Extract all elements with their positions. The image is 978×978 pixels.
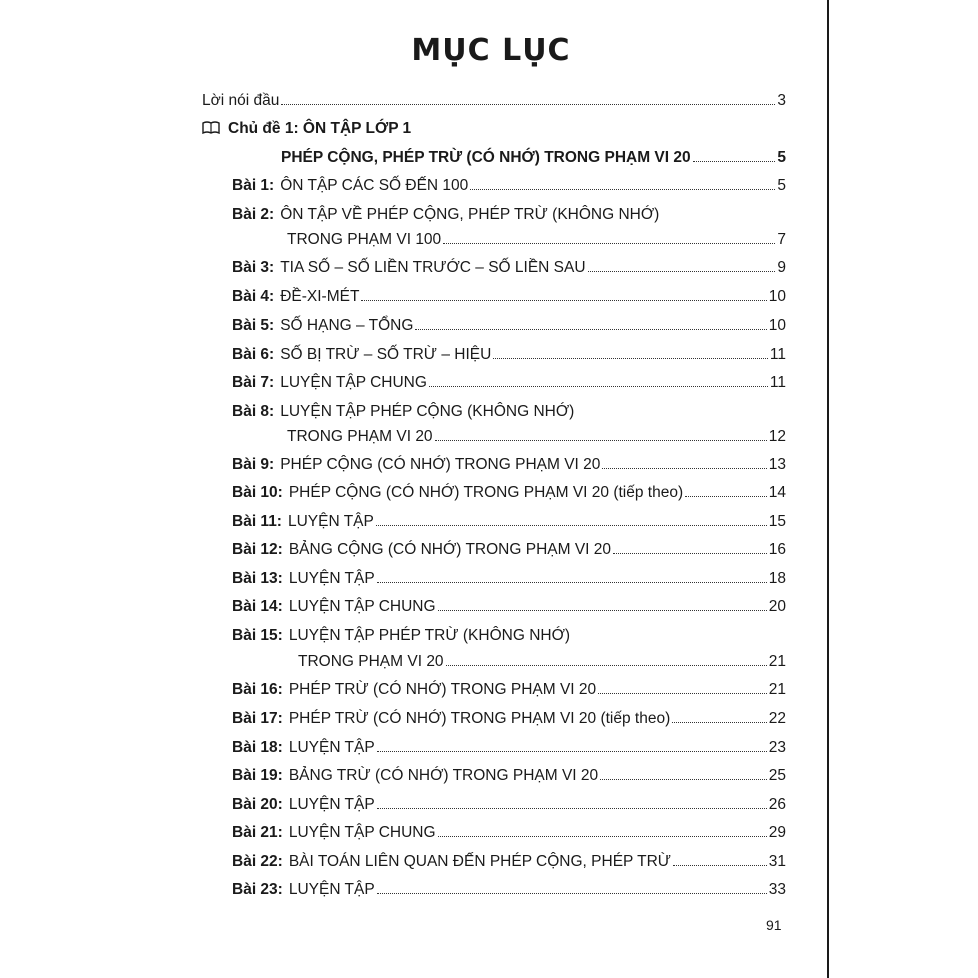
- dot-leader: [281, 104, 775, 105]
- toc-entry-lesson[interactable]: [232, 512, 786, 532]
- toc-entry-lesson[interactable]: [232, 455, 786, 475]
- lesson-title-continued: TRONG PHẠM VI 20: [298, 653, 444, 670]
- lesson-title: LUYỆN TẬP CHUNG: [280, 374, 427, 391]
- toc-entry-preface[interactable]: [202, 91, 786, 111]
- toc-entry-lesson[interactable]: [232, 795, 786, 815]
- lesson-title: LUYỆN TẬP: [288, 796, 375, 813]
- toc-entry-lesson[interactable]: [232, 709, 786, 729]
- toc-entry-lesson[interactable]: [232, 626, 786, 646]
- toc-entry-lesson[interactable]: [232, 258, 786, 278]
- lesson-label: Bài 23:: [232, 881, 283, 898]
- entry-page: 21: [768, 653, 786, 670]
- lesson-label: Bài 10:: [232, 484, 283, 501]
- toc-entry-lesson[interactable]: [232, 402, 786, 422]
- entry-page: 15: [768, 513, 786, 530]
- lesson-label: Bài 8:: [232, 403, 275, 420]
- lesson-title: ÔN TẬP CÁC SỐ ĐẾN 100: [280, 177, 469, 194]
- toc-entry-lesson[interactable]: [232, 852, 786, 872]
- entry-page: 16: [768, 541, 786, 558]
- lesson-label: Bài 13:: [232, 570, 283, 587]
- dot-leader: [588, 271, 776, 272]
- entry-page: 29: [768, 824, 786, 841]
- lesson-label: Bài 14:: [232, 598, 283, 615]
- toc-entry-lesson[interactable]: [232, 766, 786, 786]
- entry-title: Lời nói đầu: [202, 92, 280, 109]
- lesson-title: SỐ HẠNG – TỔNG: [280, 317, 414, 334]
- dot-leader: [470, 189, 775, 190]
- entry-page: 26: [768, 796, 786, 813]
- toc-entry-lesson[interactable]: [232, 680, 786, 700]
- lesson-label: Bài 18:: [232, 739, 283, 756]
- entry-page: 12: [768, 428, 786, 445]
- lesson-label: Bài 4:: [232, 288, 275, 305]
- lesson-label: Bài 20:: [232, 796, 283, 813]
- toc-entry-continuation[interactable]: [287, 230, 786, 250]
- entry-page: 7: [777, 231, 786, 248]
- lesson-label: Bài 15:: [232, 627, 283, 644]
- lesson-title: BẢNG TRỪ (CÓ NHỚ) TRONG PHẠM VI 20: [288, 767, 599, 784]
- toc-entry-lesson[interactable]: [232, 738, 786, 758]
- lesson-title: LUYỆN TẬP: [288, 570, 375, 587]
- toc-entry-lesson[interactable]: [232, 287, 786, 307]
- dot-leader: [377, 808, 767, 809]
- lesson-title: LUYỆN TẬP: [288, 881, 375, 898]
- dot-leader: [672, 722, 767, 723]
- lesson-title: PHÉP TRỪ (CÓ NHỚ) TRONG PHẠM VI 20: [288, 681, 597, 698]
- lesson-label: Bài 7:: [232, 374, 275, 391]
- entry-page: 11: [769, 346, 786, 363]
- dot-leader: [693, 161, 776, 162]
- lesson-title: LUYỆN TẬP CHUNG: [288, 598, 436, 615]
- lesson-title: LUYỆN TẬP: [287, 513, 374, 530]
- entry-page: 13: [768, 456, 786, 473]
- dot-leader: [415, 329, 766, 330]
- lesson-label: Bài 21:: [232, 824, 283, 841]
- lesson-title: SỐ BỊ TRỪ – SỐ TRỪ – HIỆU: [280, 346, 492, 363]
- lesson-title: LUYỆN TẬP PHÉP TRỪ (KHÔNG NHỚ): [288, 627, 571, 644]
- entry-page: 9: [777, 259, 786, 276]
- entry-page: 33: [768, 881, 786, 898]
- lesson-title: BẢNG CỘNG (CÓ NHỚ) TRONG PHẠM VI 20: [288, 541, 612, 558]
- dot-leader: [377, 751, 767, 752]
- toc-entry-lesson[interactable]: [232, 823, 786, 843]
- dot-leader: [438, 610, 767, 611]
- dot-leader: [600, 779, 767, 780]
- toc-entry-lesson[interactable]: [232, 345, 786, 365]
- dot-leader: [376, 525, 767, 526]
- entry-page: 5: [777, 149, 786, 166]
- toc-entry-lesson[interactable]: [232, 205, 786, 225]
- lesson-title: LUYỆN TẬP PHÉP CỘNG (KHÔNG NHỚ): [280, 403, 575, 420]
- lesson-title: PHÉP CỘNG (CÓ NHỚ) TRONG PHẠM VI 20: [280, 456, 601, 473]
- entry-page: 18: [768, 570, 786, 587]
- entry-page: 21: [768, 681, 786, 698]
- dot-leader: [685, 496, 767, 497]
- dot-leader: [429, 386, 768, 387]
- chapter-heading[interactable]: [202, 119, 786, 139]
- toc-entry-lesson[interactable]: [232, 316, 786, 336]
- dot-leader: [377, 582, 767, 583]
- lesson-title: LUYỆN TẬP: [288, 739, 375, 756]
- entry-page: 22: [768, 710, 786, 727]
- entry-page: 10: [768, 317, 786, 334]
- lesson-label: Bài 11:: [232, 513, 282, 530]
- lesson-label: Bài 19:: [232, 767, 283, 784]
- lesson-label: Bài 16:: [232, 681, 283, 698]
- toc-entry-lesson[interactable]: [232, 540, 786, 560]
- entry-page: 11: [769, 374, 786, 391]
- lesson-label: Bài 2:: [232, 206, 275, 223]
- lesson-label: Bài 9:: [232, 456, 275, 473]
- entry-page: 10: [768, 288, 786, 305]
- dot-leader: [438, 836, 767, 837]
- page-title: MỤC LỤC: [411, 33, 571, 68]
- lesson-title: LUYỆN TẬP CHUNG: [288, 824, 436, 841]
- chapter-title: Chủ đề 1: ÔN TẬP LỚP 1: [228, 120, 412, 137]
- dot-leader: [443, 243, 775, 244]
- lesson-label: Bài 3:: [232, 259, 275, 276]
- dot-leader: [613, 553, 767, 554]
- entry-page: 5: [777, 177, 786, 194]
- entry-page: 3: [777, 92, 786, 109]
- lesson-label: Bài 1:: [232, 177, 275, 194]
- entry-page: 14: [768, 484, 786, 501]
- book-icon: [202, 120, 220, 133]
- dot-leader: [673, 865, 767, 866]
- toc-entry-lesson[interactable]: [232, 176, 786, 196]
- lesson-title-continued: TRONG PHẠM VI 20: [287, 428, 433, 445]
- page-edge-rule: [827, 0, 829, 978]
- toc-entry-lesson[interactable]: [232, 483, 786, 503]
- lesson-title: PHÉP TRỪ (CÓ NHỚ) TRONG PHẠM VI 20 (tiếp theo): [288, 710, 671, 727]
- toc-entry-continuation[interactable]: [298, 652, 786, 672]
- lesson-title: TIA SỐ – SỐ LIỀN TRƯỚC – SỐ LIỀN SAU: [280, 259, 586, 276]
- dot-leader: [435, 440, 767, 441]
- toc-entry-lesson[interactable]: [232, 880, 786, 900]
- chapter-subtitle: PHÉP CỘNG, PHÉP TRỪ (CÓ NHỚ) TRONG PHẠM VI 20: [281, 149, 691, 166]
- dot-leader: [446, 665, 767, 666]
- entry-page: 25: [768, 767, 786, 784]
- dot-leader: [377, 893, 767, 894]
- lesson-label: Bài 5:: [232, 317, 275, 334]
- dot-leader: [602, 468, 766, 469]
- lesson-title: ÔN TẬP VỀ PHÉP CỘNG, PHÉP TRỪ (KHÔNG NHỚ): [280, 206, 660, 223]
- toc-entry-continuation[interactable]: [287, 427, 786, 447]
- lesson-title-continued: TRONG PHẠM VI 100: [287, 231, 442, 248]
- lesson-title: ĐỀ-XI-MÉT: [280, 288, 360, 305]
- entry-page: 23: [768, 739, 786, 756]
- dot-leader: [598, 693, 767, 694]
- lesson-label: Bài 17:: [232, 710, 283, 727]
- dot-leader: [361, 300, 766, 301]
- page-number: 91: [766, 917, 782, 933]
- toc-entry-lesson[interactable]: [232, 597, 786, 617]
- lesson-label: Bài 12:: [232, 541, 283, 558]
- toc-entry-lesson[interactable]: [232, 569, 786, 589]
- dot-leader: [493, 358, 768, 359]
- toc-entry-lesson[interactable]: [232, 373, 786, 393]
- lesson-title: BÀI TOÁN LIÊN QUAN ĐẾN PHÉP CỘNG, PHÉP TRỪ: [288, 853, 672, 870]
- lesson-label: Bài 22:: [232, 853, 283, 870]
- lesson-label: Bài 6:: [232, 346, 275, 363]
- chapter-subheading[interactable]: [281, 148, 786, 168]
- entry-page: 31: [768, 853, 786, 870]
- lesson-title: PHÉP CỘNG (CÓ NHỚ) TRONG PHẠM VI 20 (tiếp theo): [288, 484, 684, 501]
- entry-page: 20: [768, 598, 786, 615]
